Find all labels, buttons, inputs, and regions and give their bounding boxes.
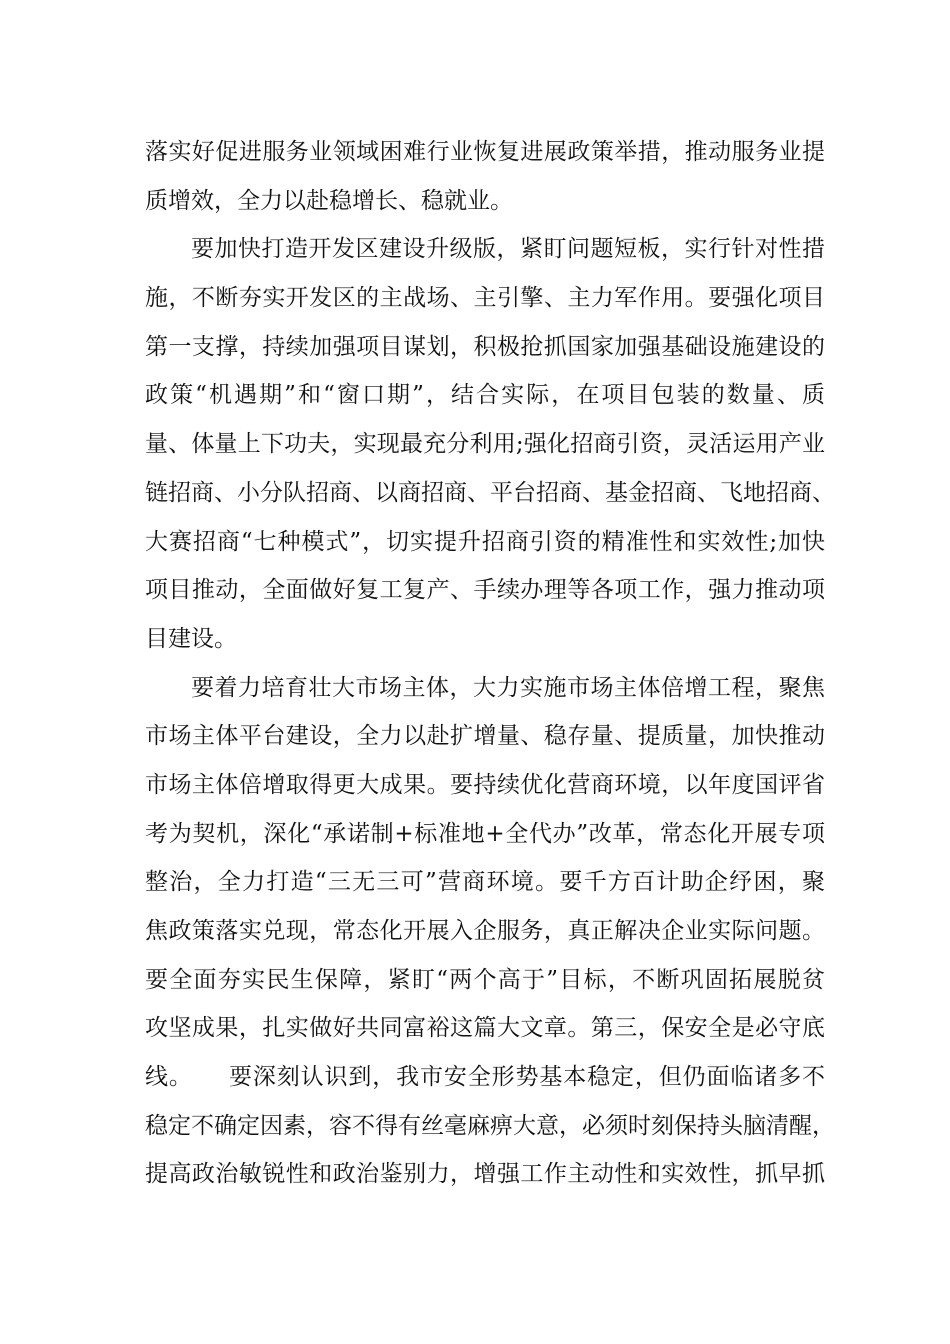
text-line: 稳定不确定因素，容不得有丝毫麻痹大意，必须时刻保持头脑清醒， xyxy=(145,1112,835,1139)
text-line: 线。 要深刻认识到，我市安全形势基本稳定，但仍面临诸多不 xyxy=(145,1064,825,1091)
text-line: 施，不断夯实开发区的主战场、主引擎、主力军作用。要强化项目 xyxy=(145,285,825,312)
text-line: 落实好促进服务业领域困难行业恢复进展政策举措，推动服务业提 xyxy=(145,139,825,165)
text-line: 目建设。 xyxy=(145,625,237,652)
text-line: 大赛招商“七种模式”，切实提升招商引资的精准性和实效性;加快 xyxy=(145,528,825,555)
text-line: 考为契机，深化“承诺制+标准地+全代办”改革，常态化开展专项 xyxy=(145,820,825,847)
text-line: 质增效，全力以赴稳增长、稳就业。 xyxy=(145,187,513,214)
paragraph-first-line: 要着力培育壮大市场主体，大力实施市场主体倍增工程，聚焦 xyxy=(191,674,825,701)
text-line: 第一支撑，持续加强项目谋划，积极抢抓国家加强基础设施建设的 xyxy=(145,333,825,360)
text-line: 焦政策落实兑现，常态化开展入企服务，真正解决企业实际问题。 xyxy=(145,918,825,944)
text-line: 量、体量上下功夫，实现最充分利用;强化招商引资，灵活运用产业 xyxy=(145,431,825,458)
text-line: 要全面夯实民生保障，紧盯“两个高于”目标，不断巩固拓展脱贫 xyxy=(145,966,825,993)
text-line: 市场主体平台建设，全力以赴扩增量、稳存量、提质量，加快推动 xyxy=(145,723,825,750)
text-line: 市场主体倍增取得更大成果。要持续优化营商环境，以年度国评省 xyxy=(145,771,825,798)
text-line: 提高政治敏锐性和政治鉴别力，增强工作主动性和实效性，抓早抓 xyxy=(145,1161,825,1188)
text-line: 攻坚成果，扎实做好共同富裕这篇大文章。第三，保安全是必守底 xyxy=(145,1015,825,1042)
text-line: 整治，全力打造“三无三可”营商环境。要千方百计助企纾困，聚 xyxy=(145,869,825,896)
text-line: 链招商、小分队招商、以商招商、平台招商、基金招商、飞地招商、 xyxy=(145,479,835,506)
text-line: 政策“机遇期”和“窗口期”，结合实际，在项目包装的数量、质 xyxy=(145,382,825,409)
text-line: 项目推动，全面做好复工复产、手续办理等各项工作，强力推动项 xyxy=(145,577,825,604)
paragraph-first-line: 要加快打造开发区建设升级版，紧盯问题短板，实行针对性措 xyxy=(191,236,825,263)
document-body xyxy=(145,128,835,1199)
